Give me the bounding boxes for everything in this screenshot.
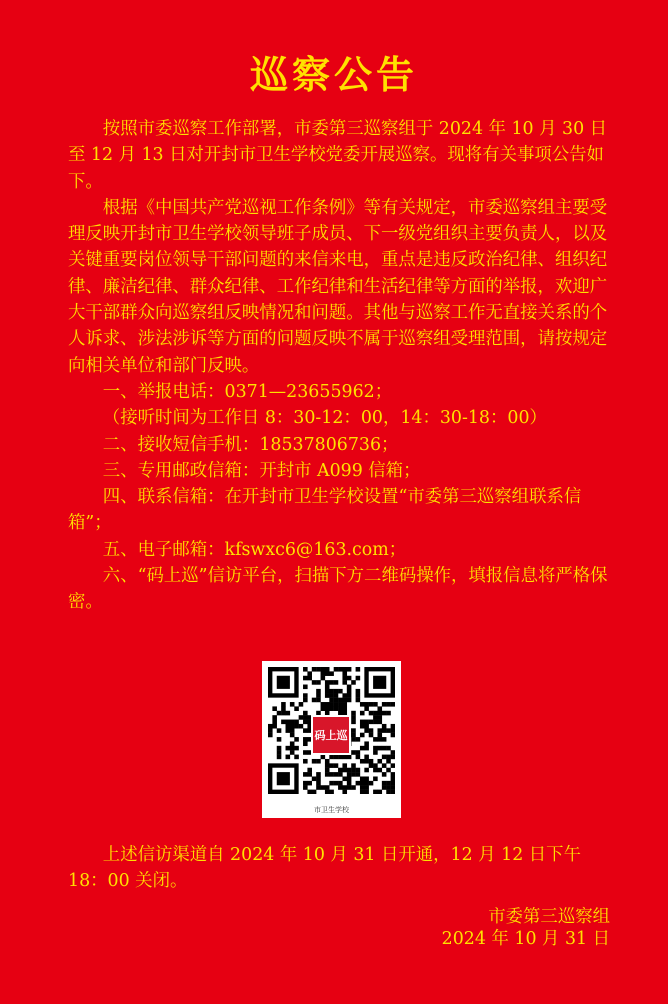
scope-paragraph: 根据《中国共产党巡视工作条例》等有关规定，市委巡察组主要受理反映开封市卫生学校领导班子成员、下一级党组织主要负责人，以及关键重要岗位领导干部问题的来信来电，重点是违反政治纪律、组织纪律、廉洁纪律、群众纪律、工作纪律和生活纪律等方面的举报，欢迎广大干部群众向巡察组反映情况和问题。其他与巡察工作无直接关系的个人诉求、涉法涉诉等方面的问题反映不属于巡察组受理范围，请按规定向相关单位和部门反映。	[68, 197, 608, 376]
qr-code[interactable]	[262, 661, 401, 818]
contact-phone: 一、举报电话：0371—23655962；	[102, 381, 393, 402]
closing-note: 上述信访渠道自 2024 年 10 月 31 日开通，12 月 12 日下午 18：00 关闭。	[68, 845, 581, 892]
page-title: 巡察公告	[249, 53, 418, 97]
contact-email: 五、电子邮箱：kfswxc6@163.com；	[102, 539, 407, 560]
signature-org: 市委第三巡察组	[488, 907, 610, 927]
signature-date: 2024 年 10 月 31 日	[441, 929, 610, 949]
signature-block	[400, 906, 610, 950]
announcement-body	[68, 116, 608, 616]
contact-platform: 六、“码上巡”信访平台，扫描下方二维码操作，填报信息将严格保密。	[68, 566, 608, 613]
contact-mailbox: 四、联系信箱：在开封市卫生学校设置“市委第三巡察组联系信箱”；	[68, 487, 582, 534]
intro-paragraph: 按照市委巡察工作部署，市委第三巡察组于 2024 年 10 月 30 日至 12 月 13 日对开封市卫生学校党委开展巡察。现将有关事项公告如下。	[68, 119, 608, 192]
qr-badge: 码上巡	[311, 715, 351, 755]
contact-sms: 二、接收短信手机：18537806736；	[102, 434, 399, 455]
qr-caption: 市卫生学校	[314, 806, 349, 814]
closing-note-block	[68, 842, 608, 895]
contact-postal: 三、专用邮政信箱：开封市 A099 信箱；	[102, 460, 421, 481]
contact-phone-hours: （接听时间为工作日 8：30-12：00，14：30-18：00）	[102, 408, 547, 429]
